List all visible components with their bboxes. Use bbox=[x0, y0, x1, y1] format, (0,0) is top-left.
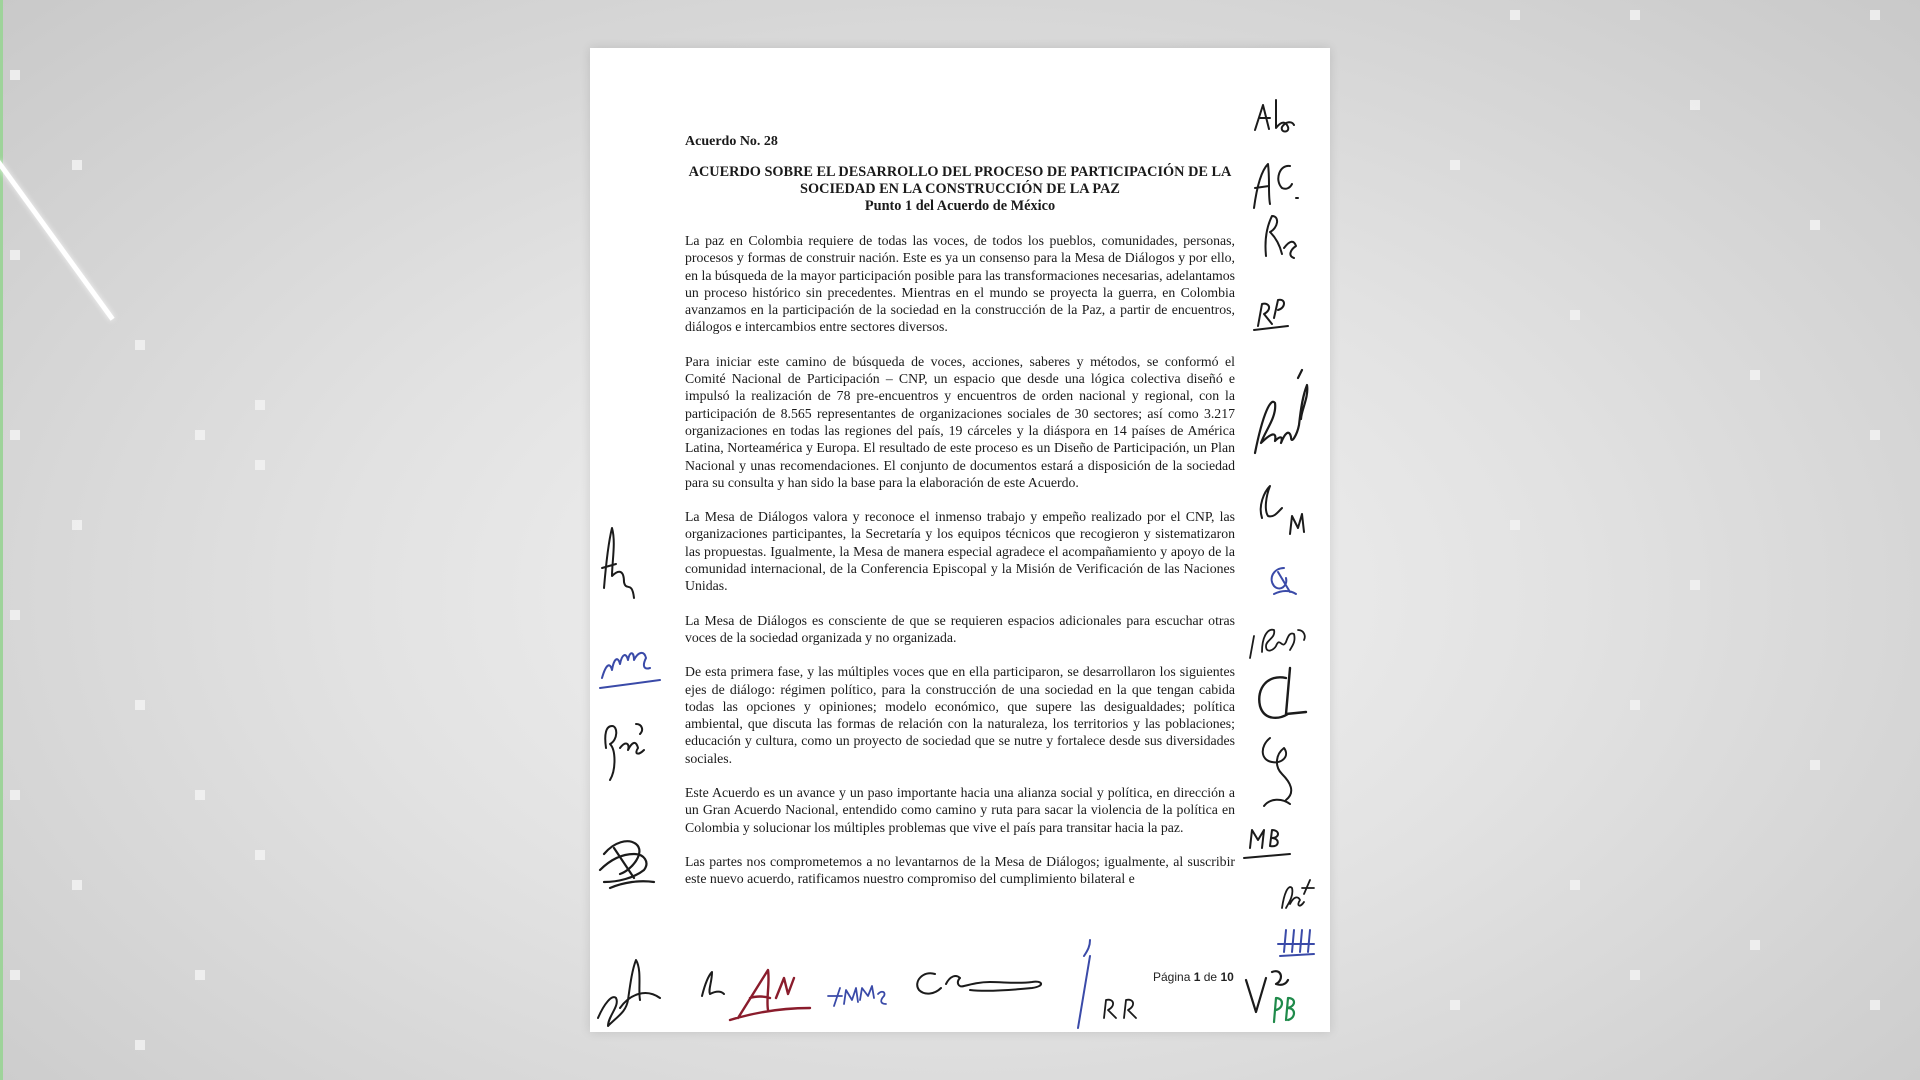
signature-right-7 bbox=[1272, 568, 1296, 594]
signature-left-1 bbox=[602, 528, 634, 598]
page-label: Página bbox=[1153, 970, 1191, 984]
page-number bbox=[1153, 970, 1234, 984]
paragraph-2: Para iniciar este camino de búsqueda de voces, acciones, saberes y métodos, se conformó el Comité Nacional de Participación – CNP, un espacio que desde una lógica colectiva diseñó e impulsó la realización de 78 pre-encuentros y encuentros de orden nacional y regional, con la participación de 8.565 representantes de organizaciones sociales de 30 sectores; así como 3.217 organizaciones en todas las regiones del país, 19 cárceles y la diáspora en 14 países de América Latina, Norteamérica y Europa. El resultado de este proceso es un Diseño de Participación, un Plan Nacional y unas recomendaciones. El conjunto de documentos estará a disposición de la sociedad para su consulta y han sido la base para la elaboración de este Acuerdo. bbox=[685, 353, 1235, 490]
signature-right-9 bbox=[1259, 668, 1306, 718]
signature-bottom-2 bbox=[730, 970, 810, 1020]
signature-right-3 bbox=[1265, 216, 1296, 258]
signature-right-10 bbox=[1263, 738, 1292, 806]
page-total: 10 bbox=[1220, 970, 1234, 984]
page-of: de bbox=[1203, 970, 1218, 984]
signature-bottom-1 bbox=[702, 972, 724, 996]
signature-left-4 bbox=[600, 841, 654, 888]
signature-right-13 bbox=[1278, 930, 1314, 956]
paragraph-4: La Mesa de Diálogos es consciente de que se requieren espacios adicionales para escuchar otras voces de la sociedad organizada y no organizada. bbox=[685, 612, 1235, 645]
document-content bbox=[685, 134, 1235, 905]
signature-bottom-3 bbox=[828, 986, 886, 1006]
paragraph-5: De esta primera fase, y las múltiples voces que en ella participaron, se desarrollaron los siguientes ejes de diálogo: régimen político, para la construcción de una sociedad en la que tengan cabida todas las opciones y opiniones; modelo económico, que supere las desigualdades; política ambiental, que discuta las formas de relación con la naturaleza, los territorios y las poblaciones; educación y cultura, como un proyecto de sociedad que se nutre y fortalece desde sus diversidades sociales. bbox=[685, 664, 1235, 766]
signature-right-15 bbox=[1274, 998, 1294, 1022]
signature-right-4 bbox=[1254, 300, 1288, 330]
signature-right-1 bbox=[1255, 100, 1294, 132]
signature-right-2 bbox=[1254, 164, 1298, 208]
paragraph-1: La paz en Colombia requiere de todas las voces, de todos los pueblos, comunidades, personas, procesos y formas de construir nación. Este es ya un consenso para la Mesa de Diálogos y por ello, en la búsqueda de la mayor participación posible para las transformaciones necesarias, adelantamos un proceso histórico sin precedentes. Mientras en el mundo se proyecta la guerra, en Colombia avanzamos en la participación de la sociedad en la construcción de la Paz, a partir de encuentros, diálogos e intercambios entre sectores diversos. bbox=[685, 233, 1235, 335]
signature-right-14 bbox=[1246, 971, 1288, 1012]
page-current: 1 bbox=[1193, 970, 1201, 984]
signature-left-3 bbox=[605, 724, 644, 780]
doc-title: ACUERDO SOBRE EL DESARROLLO DEL PROCESO DE PARTICIPACIÓN DE LA SOCIEDAD EN LA CONSTRUCCIÓN DE LA PAZ bbox=[688, 164, 1232, 197]
signature-left-5 bbox=[598, 960, 660, 1026]
signature-left-2 bbox=[600, 653, 660, 688]
paragraph-3: La Mesa de Diálogos valora y reconoce el inmenso trabajo y empeño realizado por el CNP, las organizaciones participantes, la Secretaría y los equipos técnicos que recogieron y sistematizaron las propuestas. Igualmente, la Mesa de manera especial agradece el acompañamiento y apoyo de la comunidad internacional, de la Conferencia Episcopal y la Misión de Verificación de las Naciones Unidas. bbox=[685, 509, 1235, 594]
signature-right-8 bbox=[1250, 630, 1305, 658]
signature-bottom-4 bbox=[917, 973, 1041, 993]
signature-bottom-6 bbox=[1104, 1000, 1136, 1018]
signature-right-5 bbox=[1255, 370, 1307, 453]
signature-right-6 bbox=[1261, 486, 1304, 534]
paragraph-7: Las partes nos comprometemos a no levantarnos de la Mesa de Diálogos; igualmente, al suscribir este nuevo acuerdo, ratificamos nuestro compromiso del cumplimiento bilateral e bbox=[685, 853, 1235, 887]
doc-number: Acuerdo No. 28 bbox=[685, 134, 778, 149]
signature-right-12 bbox=[1282, 880, 1314, 908]
document-page bbox=[590, 48, 1330, 1032]
signature-bottom-5 bbox=[1078, 940, 1090, 1028]
doc-subtitle: Punto 1 del Acuerdo de México bbox=[864, 198, 1056, 214]
signature-right-11 bbox=[1244, 830, 1290, 858]
paragraph-6: Este Acuerdo es un avance y un paso importante hacia una alianza social y política, en dirección a un Gran Acuerdo Nacional, entendido como camino y ruta para sacar la violencia de la política en Colombia y solucionar los múltiples problemas que vive el país para transitar hacia la paz. bbox=[685, 785, 1235, 835]
